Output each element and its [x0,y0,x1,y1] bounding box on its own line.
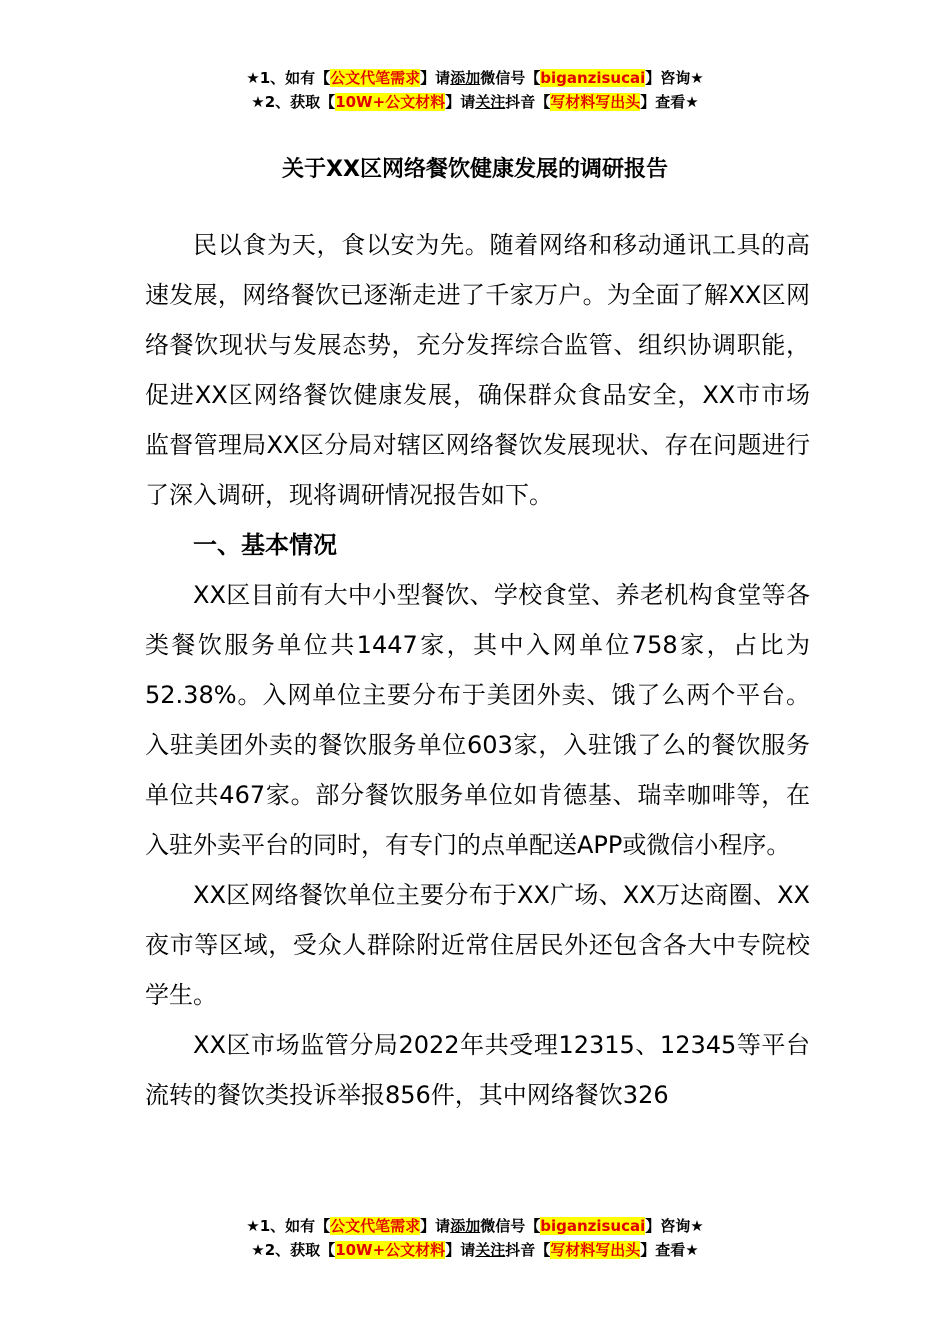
banner-line-1 [0,66,950,90]
paragraph-intro: 民以食为天，食以安为先。随着网络和移动通讯工具的高速发展，网络餐饮已逐渐走进了千家万户。为全面了解XX区网络餐饮现状与发展态势，充分发挥综合监管、组织协调职能，促进XX区网络餐饮健康发展，确保群众食品安全，XX市市场监督管理局XX区分局对辖区网络餐饮发展现状、存在问题进行了深入调研，现将调研情况报告如下。 [145,231,810,509]
banner-highlight: 写材料写出头 [550,1241,641,1259]
banner-highlight: 公文代笔需求 [330,1217,421,1235]
banner-highlight: 10W+公文材料 [335,93,446,111]
banner-underline: 添加 [450,69,481,87]
banner-text: ★2、获取【 [251,93,336,111]
banner-line-2 [0,1238,950,1262]
banner-text: 】查看★ [640,93,699,111]
banner-text: ★2、获取【 [251,1241,336,1259]
banner-underline: 添加 [450,1217,481,1235]
banner-text: 微信号【 [480,1217,541,1235]
banner-line-2 [0,90,950,114]
banner-text: 】咨询★ [645,1217,704,1235]
header-banner [0,66,950,114]
banner-text: 抖音【 [505,1241,551,1259]
document-body [145,220,810,1120]
banner-line-1 [0,1214,950,1238]
banner-text: 】咨询★ [645,69,704,87]
banner-text: 】请 [420,1217,451,1235]
banner-text: ★1、如有【 [246,1217,331,1235]
banner-text: 抖音【 [505,93,551,111]
section-heading-basic: 一、基本情况 [193,531,337,559]
banner-text: 】查看★ [640,1241,699,1259]
document-title: 关于XX区网络餐饮健康发展的调研报告 [282,157,668,182]
banner-highlight: biganzisucai [540,1217,646,1235]
banner-text: 】请 [445,93,476,111]
banner-text: ★1、如有【 [246,69,331,87]
footer-banner [0,1214,950,1262]
paragraph-complaints: XX区市场监管分局2022年共受理12315、12345等平台流转的餐饮类投诉举报856件，其中网络餐饮326 [145,1031,810,1109]
banner-highlight: 公文代笔需求 [330,69,421,87]
banner-highlight: 写材料写出头 [550,93,641,111]
banner-underline: 关注 [475,1241,506,1259]
banner-text: 微信号【 [480,69,541,87]
banner-highlight: biganzisucai [540,69,646,87]
banner-underline: 关注 [475,93,506,111]
banner-text: 】请 [420,69,451,87]
paragraph-distribution: XX区网络餐饮单位主要分布于XX广场、XX万达商圈、XX夜市等区域，受众人群除附近常住居民外还包含各大中专院校学生。 [145,881,810,1009]
banner-highlight: 10W+公文材料 [335,1241,446,1259]
paragraph-units: XX区目前有大中小型餐饮、学校食堂、养老机构食堂等各类餐饮服务单位共1447家，其中入网单位758家，占比为52.38%。入网单位主要分布于美团外卖、饿了么两个平台。入驻美团外卖的餐饮服务单位603家，入驻饿了么的餐饮服务单位共467家。部分餐饮服务单位如肯德基、瑞幸咖啡等，在入驻外卖平台的同时，有专门的点单配送APP或微信小程序。 [145,581,810,859]
banner-text: 】请 [445,1241,476,1259]
